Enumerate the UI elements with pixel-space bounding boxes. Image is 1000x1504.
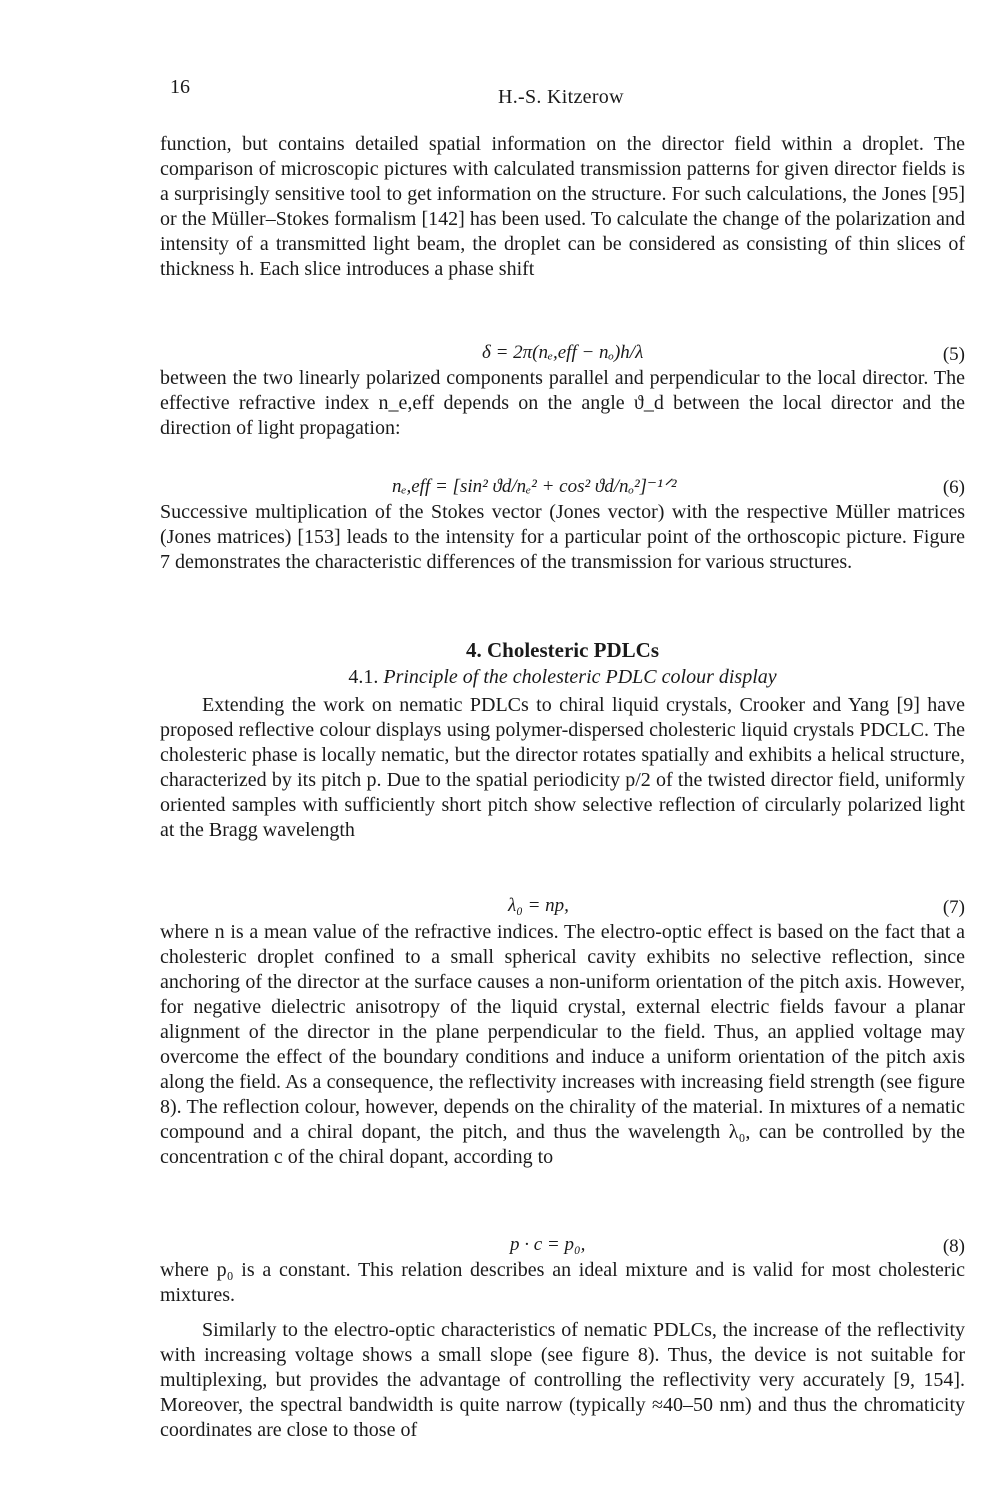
equation-6-expr: nₑ,eff = [sin² ϑd/nₑ² + cos² ϑd/nₒ²]⁻¹ᐟ² (392, 476, 677, 497)
equation-7-number: (7) (942, 897, 965, 918)
page-number: 16 (170, 76, 190, 98)
equation-6 (160, 473, 965, 503)
text-block-mixtures (160, 1258, 965, 1308)
paragraph-5: where n is a mean value of the refractive indices. The electro-optic effect is based on the fact that a cholesteric droplet confined to a small spherical cavity exhibits no selective reflection, since anchoring of the director at the surface causes a non-uniform orientation of the pitch axis. However, for negative dielectric anisotropy of the liquid crystal, external electric fields favour a planar alignment of the director in the plane perpendicular to the field. Thus, an applied voltage may overcome the effect of the boundary conditions and induce a uniform orientation of the pitch axis along the field. As a consequence, the reflectivity increases with increasing field strength (see figure 8). The reflection colour, however, depends on the chirality of the material. In mixtures of a nematic compound and a chiral dopant, the pitch, and thus the wavelength λ₀, can be controlled by the concentration c of the chiral dopant, according to (160, 921, 965, 1168)
section-number: 4. (465, 638, 482, 662)
text-block-stokes (160, 500, 965, 575)
equation-7-expr: λ₀ = np, (508, 895, 569, 916)
text-block-intro (160, 132, 965, 282)
paragraph-6: where p₀ is a constant. This relation describes an ideal mixture and is valid for most cholesteric mixtures. (160, 1259, 965, 1306)
equation-8-expr: p · c = p₀, (510, 1234, 586, 1255)
paragraph-3: Successive multiplication of the Stokes vector (Jones vector) with the respective Müller matrices (Jones matrices) [153] leads to the intensity for a particular point of the orthoscopic picture. Figure 7 demonstrates the characteristic differences of the transmission for various structures. (160, 501, 965, 573)
text-block-refractive (160, 366, 965, 441)
text-block-reflectivity (160, 1318, 965, 1443)
paragraph-2: between the two linearly polarized components parallel and perpendicular to the local director. The effective refractive index n_e,eff depends on the angle ϑ_d between the local director and the direction of light propagation: (160, 367, 965, 439)
running-head: H.-S. Kitzerow (498, 86, 624, 108)
text-block-cholesteric (160, 693, 965, 843)
section-heading (160, 638, 965, 663)
section-title: Cholesteric PDLCs (486, 638, 660, 662)
subsection-number: 4.1. (348, 666, 379, 688)
paragraph-1: function, but contains detailed spatial information on the director field within a droplet. The comparison of microscopic pictures with calculated transmission patterns for given director fields is a surprisingly sensitive tool to get information on the structure. For such calculations, the Jones [95] or the Müller–Stokes formalism [142] has been used. To calculate the change of the polarization and intensity of a transmitted light beam, the droplet can be considered as consisting of thin slices of thickness h. Each slice introduces a phase shift (160, 133, 965, 280)
paragraph-7: Similarly to the electro-optic characteristics of nematic PDLCs, the increase of the reflectivity with increasing voltage shows a small slope (see figure 8). Thus, the device is not suitable for multiplexing, but provides the advantage of controlling the reflectivity very accurately [9, 154]. Moreover, the spectral bandwidth is quite narrow (typically ≈40–50 nm) and thus the chromaticity coordinates are close to those of (160, 1319, 965, 1441)
equation-5-number: (5) (942, 344, 965, 365)
equation-8-number: (8) (942, 1236, 965, 1257)
paragraph-4: Extending the work on nematic PDLCs to chiral liquid crystals, Crooker and Yang [9] have proposed reflective colour displays using polymer-dispersed cholesteric liquid crystals PDCLC. The cholesteric phase is locally nematic, but the director rotates spatially and exhibits a helical structure, characterized by its pitch p. Due to the spatial periodicity p/2 of the twisted director field, uniformly oriented samples with sufficiently short pitch show selective reflection of circularly polarized light at the Bragg wavelength (160, 694, 965, 841)
subsection-title: Principle of the cholesteric PDLC colour display (383, 666, 777, 688)
subsection-heading (160, 666, 965, 689)
text-block-electro-optic (160, 920, 965, 1170)
equation-7 (160, 893, 965, 923)
equation-5-expr: δ = 2π(nₑ,eff − nₒ)h/λ (482, 342, 644, 363)
equation-6-number: (6) (942, 477, 965, 498)
